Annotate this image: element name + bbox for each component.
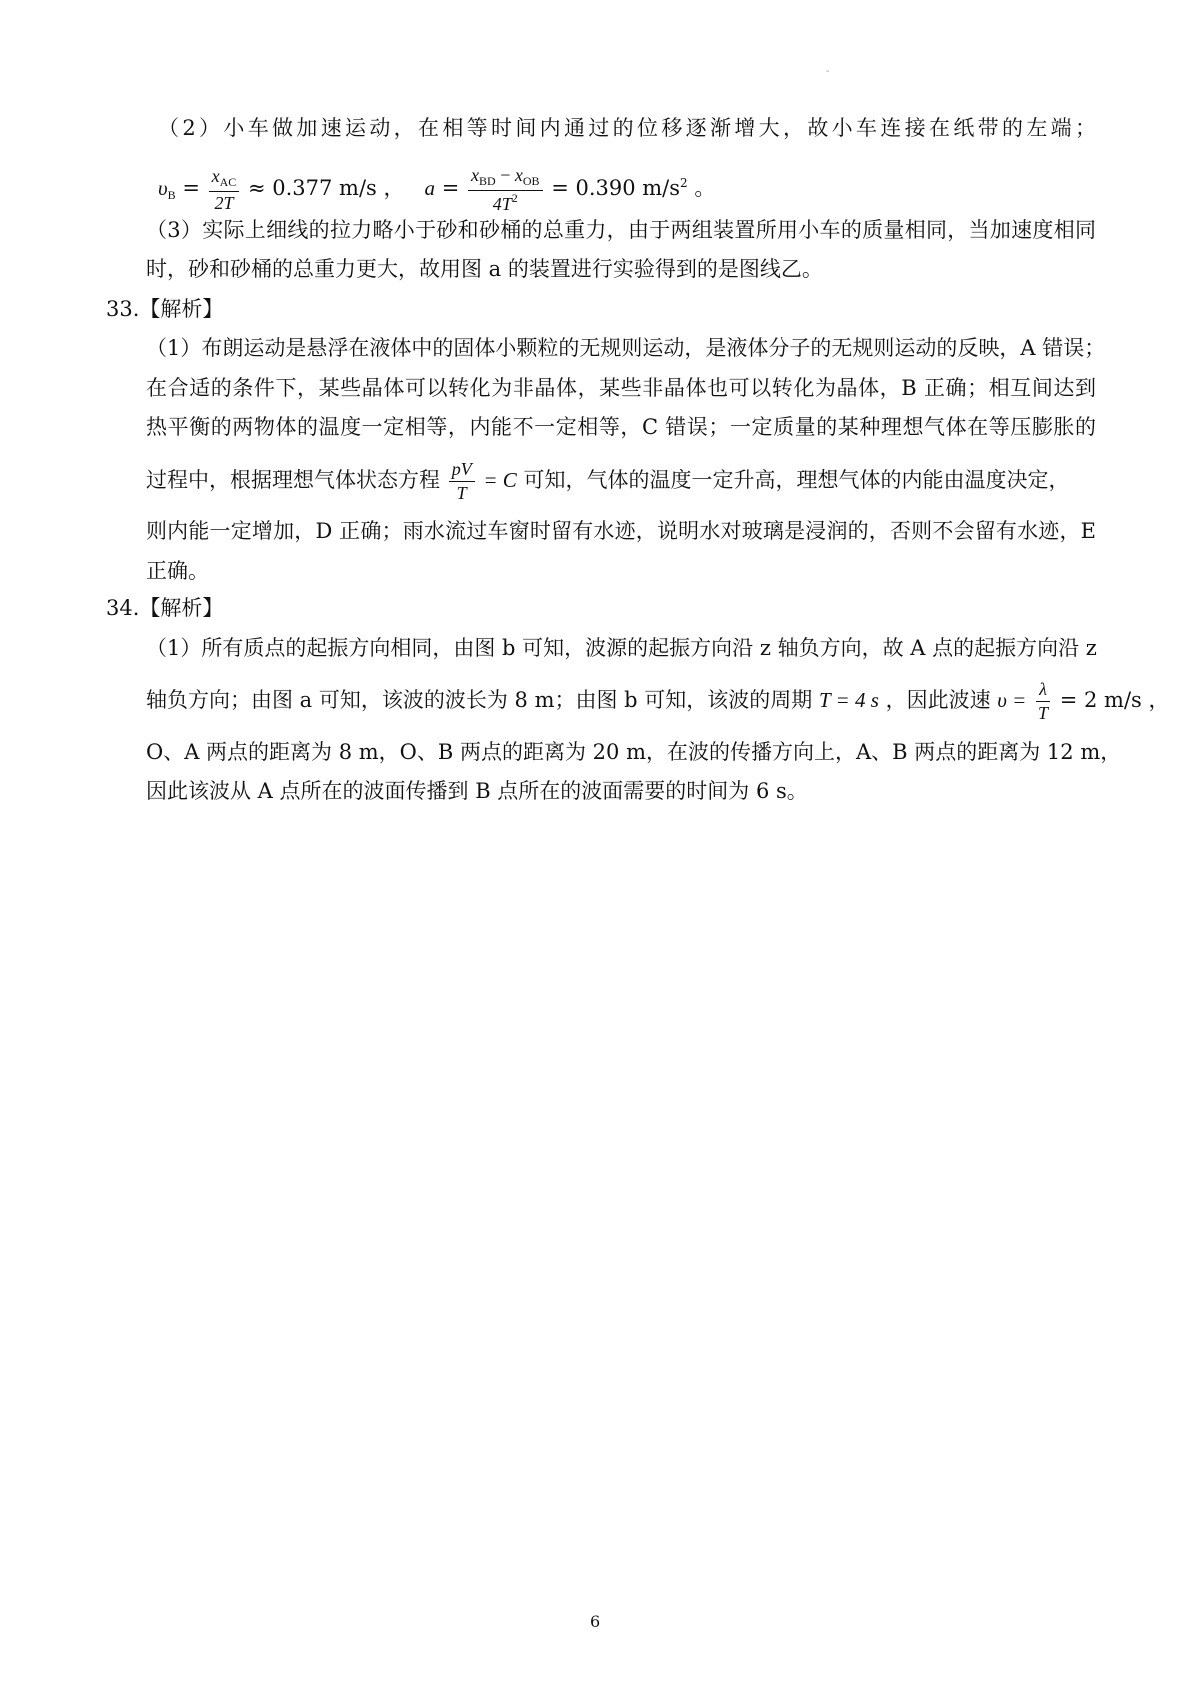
q33-line2: 在合适的条件下，某些晶体可以转化为非晶体，某些非晶体也可以转化为晶体，B 正确；相互间达到: [146, 376, 1096, 400]
q33-line1: （1）布朗运动是悬浮在液体中的固体小颗粒的无规则运动，是液体分子的无规则运动的反映，A 错误；: [146, 336, 1106, 360]
q33-line6: 正确。: [146, 559, 209, 583]
a-symbol: a: [424, 176, 436, 200]
q32-part3-line2: 时，砂和砂桶的总重力更大，故用图 a 的装置进行实验得到的是图线乙。: [146, 257, 823, 281]
vb-result: ≈ 0.377 m/s ，: [247, 176, 405, 200]
q33-line4: 过程中，根据理想气体状态方程 $\frac{pV}{T}$ = C 可知，气体的温度一定升高，理想气体的内能由温度决定，: [146, 459, 1070, 503]
a-result: = 0.390 $m/s^2$ 。: [551, 176, 716, 200]
vb-fraction: $\frac{x_{AC}}{2T}$: [209, 166, 240, 213]
a-fraction: $\frac{x_{BD} - x_{OB}}{4T^2}$: [468, 165, 543, 214]
q34-line2: 轴负方向；由图 a 可知，该波的波长为 8 m；由图 b 可知，该波的周期 T = 4 s ，因此波速 υ = $\frac{\lambda}{T}$ = 2 m/s ，: [146, 679, 1170, 723]
q32-part2-text: （2）小车做加速运动，在相等时间内通过的位移逐渐增大，故小车连接在纸带的左端；: [158, 116, 1096, 140]
q33-line5: 则内能一定增加，D 正确；雨水流过车窗时留有水迹，说明水对玻璃是浸润的，否则不会留有水迹，E: [146, 519, 1096, 543]
q32-part3-line1: （3）实际上细线的拉力略小于砂和砂桶的总重力，由于两组装置所用小车的质量相同，当加速度相同: [146, 218, 1096, 242]
q33-line3: 热平衡的两物体的温度一定相等，内能不一定相等，C 错误；一定质量的某种理想气体在等压膨胀的: [146, 415, 1096, 439]
gas-law-fraction: $\frac{pV}{T}$: [449, 459, 475, 503]
q34-line1: （1）所有质点的起振方向相同，由图 b 可知，波源的起振方向沿 z 轴负方向，故 A 点的起振方向沿 z: [146, 636, 1097, 660]
q34-line3: O、A 两点的距离为 8 m，O、B 两点的距离为 20 m，在波的传播方向上，A、B 两点的距离为 12 m，: [146, 740, 1122, 764]
q34-heading: 34.【解析】: [106, 596, 224, 620]
q34-line4: 因此该波从 A 点所在的波面传播到 B 点所在的波面需要的时间为 6 s。: [146, 779, 808, 803]
vb-symbol: $\upsilon_B$: [158, 176, 176, 202]
period-value: T = 4 s: [818, 688, 879, 712]
page-number: 6: [590, 1612, 601, 1631]
q32-part2-formulas: $\upsilon_B$ = $\frac{x_{AC}}{2T}$ ≈ 0.377 m/s ， a = $\frac{x_{BD} - x_{OB}}{4T^2}$ = 0.390 $m/s^2$ 。: [158, 164, 716, 214]
q33-heading: 33.【解析】: [106, 297, 224, 321]
wave-speed-fraction: $\frac{\lambda}{T}$: [1038, 679, 1049, 723]
top-mark: -: [826, 66, 830, 77]
wave-speed-result: = 2 m/s ，: [1059, 688, 1170, 712]
